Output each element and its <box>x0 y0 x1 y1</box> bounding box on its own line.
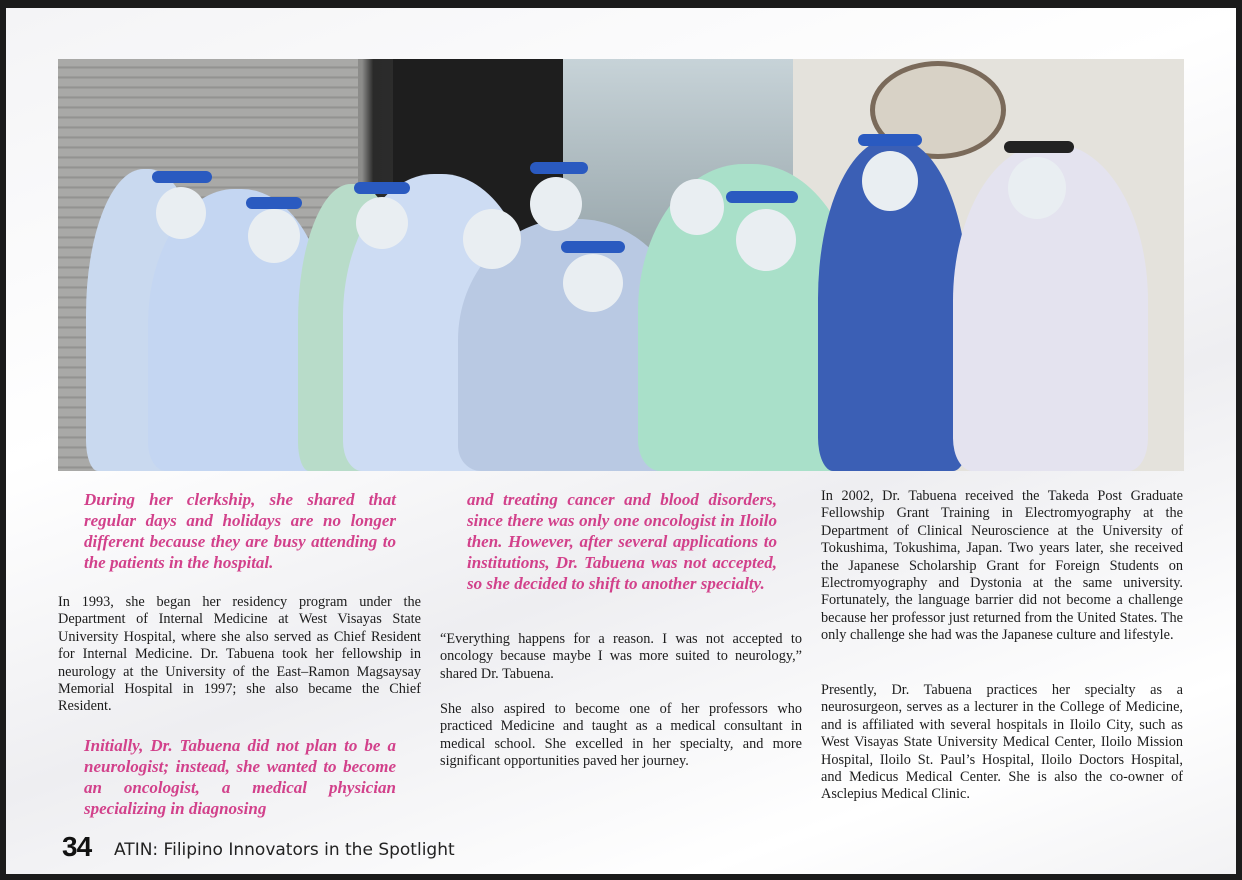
visor-band-6 <box>726 191 798 203</box>
visor-band-8 <box>1004 141 1074 153</box>
visor-band-4 <box>530 162 588 174</box>
face-3 <box>356 197 408 249</box>
visor-band-3 <box>354 182 410 194</box>
paragraph-residency: In 1993, she began her residency program under the Department of Internal Medicine at West Visayas State University Hospital, where she also served as Chief Resident for Internal Medicine. Dr. Tabuena took her fellowship in neurology at the University of the East–Ramon Magsaysay Memorial Hospital in 1997; she also became the Chief Resident. <box>58 594 421 715</box>
pullquote-clerkship: During her clerkship, she shared that regular days and holidays are no longer different because they are busy attending to the patients in the hospital. <box>84 490 396 572</box>
face-9 <box>862 151 918 211</box>
paragraph-presently: Presently, Dr. Tabuena practices her specialty as a neurosurgeon, serves as a lecturer in the College of Medicine, and is affiliated with several hospitals in Iloilo City, such as West Visayas State University Medical Center, Iloilo Mission Hospital, Iloilo St. Paul’s Hospital, Iloilo Doctors Hospital, and Medicus Medical Center. She is also the co-owner of Asclepius Medical Clinic. <box>821 682 1183 803</box>
paragraph-aspired: She also aspired to become one of her professors who practiced Medicine and taught as a medical consultant in medical school. She excelled in her specialty, and more significant opportunities paved her journey. <box>440 701 802 770</box>
paragraph-takeda-fellowship: In 2002, Dr. Tabuena received the Takeda Post Graduate Fellowship Grant Training in Electromyography at the Department of Clinical Neuroscience at the University of Tokushima, Tokushima, Japan. Two years later, she received the Japanese Scholarship Grant for Foreign Students on Electromyography and Dystonia at the same university. Fortunately, the language barrier did not become a challenge because her professor just returned from the United States. The only challenge she had was the Japanese culture and lifestyle. <box>821 488 1183 644</box>
face-4 <box>463 209 521 269</box>
visor-band-1 <box>152 171 212 183</box>
face-8 <box>736 209 796 271</box>
pullquote-initially: Initially, Dr. Tabuena did not plan to be a neurologist; instead, she wanted to become an oncologist, a medical physician specializing in diagnosing <box>84 736 396 818</box>
face-10 <box>1008 157 1066 219</box>
face-1 <box>156 187 206 239</box>
visor-band-5 <box>561 241 625 253</box>
face-6 <box>563 254 623 312</box>
magazine-page <box>6 8 1236 874</box>
publication-title: ATIN: Filipino Innovators in the Spotlight <box>114 840 455 860</box>
face-2 <box>248 209 300 263</box>
page-number: 34 <box>62 831 92 862</box>
pullquote-oncology: and treating cancer and blood disorders, since there was only one oncologist in Iloilo then. However, after several applications to institutions, Dr. Tabuena was not accepted, so she decided to shift to another specialty. <box>467 490 777 593</box>
paragraph-everything-happens: “Everything happens for a reason. I was not accepted to oncology because maybe I was more suited to neurology,” shared Dr. Tabuena. <box>440 631 802 682</box>
face-5 <box>530 177 582 231</box>
group-photo <box>58 59 1184 471</box>
visor-band-2 <box>246 197 302 209</box>
visor-band-7 <box>858 134 922 146</box>
face-7 <box>670 179 724 235</box>
